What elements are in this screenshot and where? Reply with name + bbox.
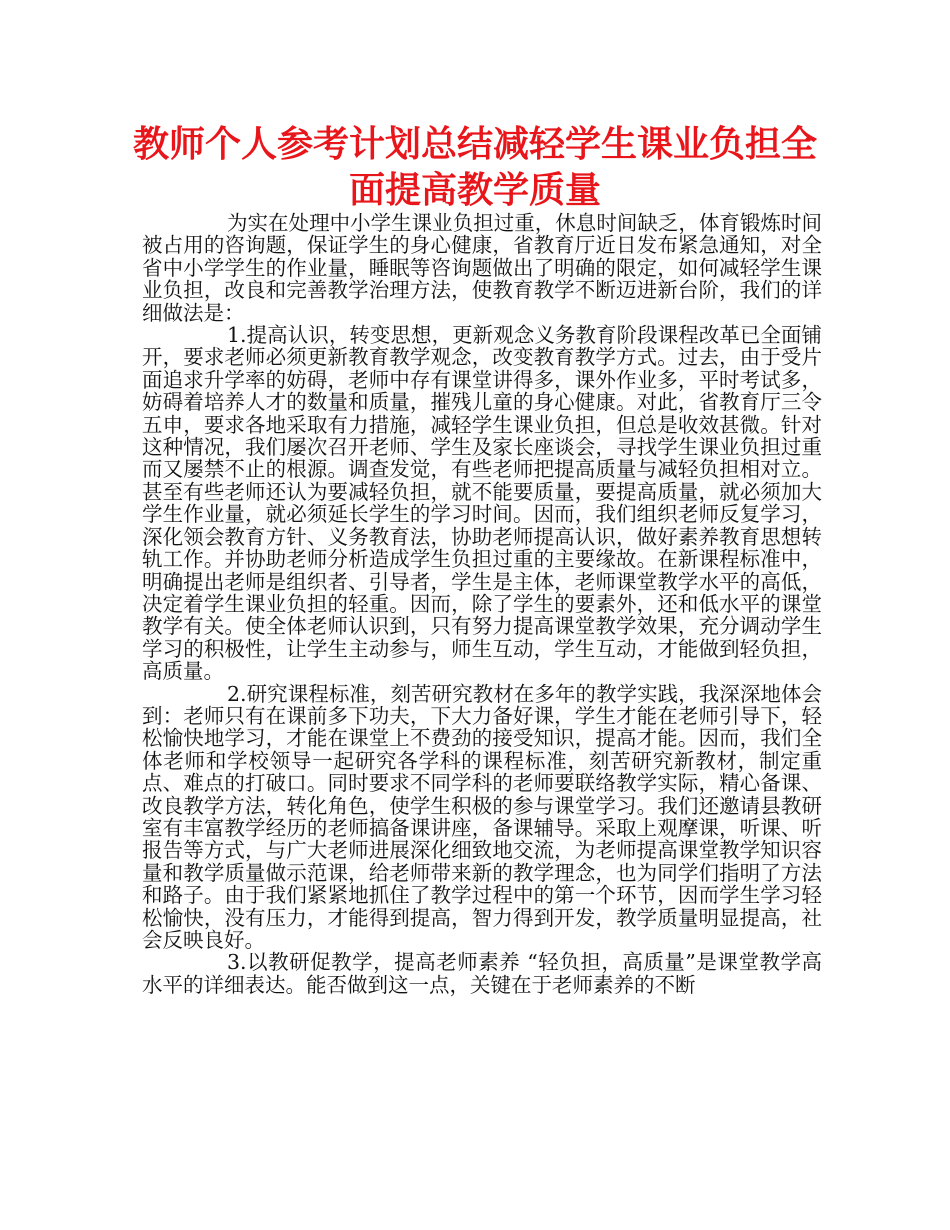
document-title: 教师个人参考计划总结减轻学生课业负担全面提高教学质量 [132,124,817,211]
section-2-paragraph: 2.研究课程标准，刻苦研究教材在多年的教学实践，我深深地体会到：老师只有在课前多下功夫，下大力备好课，学生才能在老师引导下，轻松愉快地学习，才能在课堂上不费劲的接受知识，提高才能。因而，我们全体老师和学校领导一起研究各学科的课程标准，刻苦研究新教材，制定重点、难点的打破口。同时要求不同学科的老师要联络教学实际，精心备课、改良教学方法，转化角色，使学生积极的参与课堂学习。我们还邀请县教研室有丰富教学经历的老师搞备课讲座，备课辅导。采取上观摩课，听课、听报告等方式，与广大老师进展深化细致地交流，为老师提高课堂教学知识容量和教学质量做示范课，给老师带来新的教学理念，也为同学们指明了方法和路子。由于我们紧紧地抓住了教学过程中的第一个环节，因而学生学习轻松愉快，没有压力，才能得到提高，智力得到开发，教学质量明显提高，社会反映良好。 [142,681,822,952]
section-1-paragraph: 1.提高认识，转变思想，更新观念义务教育阶段课程改革已全面铺开，要求老师必须更新教育教学观念，改变教育教学方式。过去，由于受片面追求升学率的妨碍，老师中存有课堂讲得多，课外作业多，平时考试多，妨碍着培养人才的数量和质量，摧残儿童的身心健康。对此，省教育厅三令五申，要求各地采取有力措施，减轻学生课业负担，但总是收效甚微。针对这种情况，我们屡次召开老师、学生及家长座谈会，寻找学生课业负担过重而又屡禁不止的根源。调查发觉，有些老师把提高质量与减轻负担相对立。甚至有些老师还认为要减轻负担，就不能要质量，要提高质量，就必须加大学生作业量，就必须延长学生的学习时间。因而，我们组织老师反复学习，深化领会教育方针、义务教育法，协助老师提高认识，做好素养教育思想转轨工作。并协助老师分析造成学生负担过重的主要缘故。在新课程标准中，明确提出老师是组织者、引导者，学生是主体，老师课堂教学水平的高低，决定着学生课业负担的轻重。因而，除了学生的要素外，还和低水平的课堂教学有关。使全体老师认识到，只有努力提高课堂教学效果，充分调动学生学习的积极性，让学生主动参与，师生互动，学生互动，才能做到轻负担，高质量。 [142,323,822,684]
intro-paragraph: 为实在处理中小学生课业负担过重，休息时间缺乏，体育锻炼时间被占用的咨询题，保证学生的身心健康，省教育厅近日发布紧急通知，对全省中小学学生的作业量，睡眠等咨询题做出了明确的限定，如何减轻学生课业负担，改良和完善教学治理方法，使教育教学不断迈进新台阶，我们的详细做法是： [142,211,822,325]
document-body [142,212,822,996]
section-3-paragraph: 3.以教研促教学，提高老师素养 “轻负担，高质量”是课堂教学高水平的详细表达。能否做到这一点，关键在于老师素养的不断 [142,950,822,997]
